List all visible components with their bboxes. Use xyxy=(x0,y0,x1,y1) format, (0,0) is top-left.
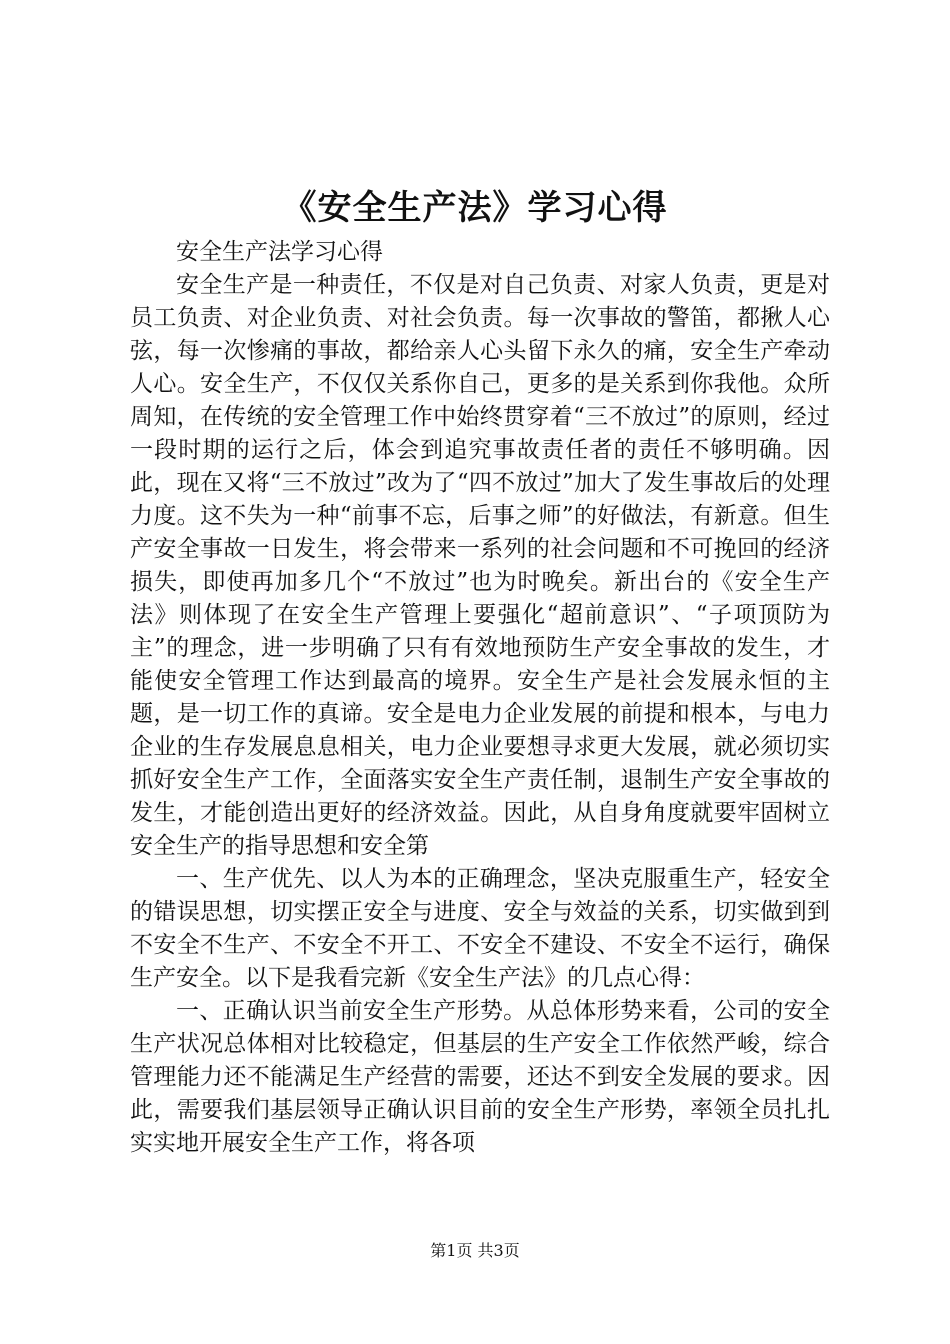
document-body xyxy=(130,236,830,1160)
body-paragraph: 安全生产法学习心得 xyxy=(176,239,383,265)
body-paragraph: 一、生产优先、以人为本的正确理念，坚决克服重生产，轻安全的错误思想，切实摆正安全与进度、安全与效益的关系，切实做到到不安全不生产、不安全不开工、不安全不建设、不安全不运行，确保生产安全。以下是我看完新《安全生产法》的几点心得： xyxy=(130,866,830,991)
body-paragraph: 一、正确认识当前安全生产形势。从总体形势来看，公司的安全生产状况总体相对比较稳定，但基层的生产安全工作依然严峻，综合管理能力还不能满足生产经营的需要，还达不到安全发展的要求。因此，需要我们基层领导正确认识目前的安全生产形势，率领全员扎扎实实地开展安全生产工作，将各项 xyxy=(130,998,830,1156)
body-paragraph: 安全生产是一种责任，不仅是对自己负责、对家人负责，更是对员工负责、对企业负责、对社会负责。每一次事故的警笛，都揪人心弦，每一次惨痛的事故，都给亲人心头留下永久的痛，安全生产牵动人心。安全生产，不仅仅关系你自己，更多的是关系到你我他。众所周知，在传统的安全管理工作中始终贯穿着“三不放过”的原则，经过一段时期的运行之后，体会到追究事故责任者的责任不够明确。因此，现在又将“三不放过”改为了“四不放过”加大了发生事故后的处理力度。这不失为一种“前事不忘，后事之师”的好做法，有新意。但生产安全事故一日发生，将会带来一系列的社会问题和不可挽回的经济损失，即使再加多几个“不放过”也为时晚矣。新出台的《安全生产法》则体现了在安全生产管理上要强化“超前意识”、“子项顶防为主”的理念，进一步明确了只有有效地预防生产安全事故的发生，才能使安全管理工作达到最高的境界。安全生产是社会发展永恒的主题，是一切工作的真谛。安全是电力企业发展的前提和根本，与电力企业的生存发展息息相关，电力企业要想寻求更大发展，就必须切实抓好安全生产工作，全面落实安全生产责任制，退制生产安全事故的发生，才能创造出更好的经济效益。因此，从自身角度就要牢固树立安全生产的指导思想和安全第 xyxy=(130,272,830,859)
document-title: 《安全生产法》学习心得 xyxy=(282,188,668,228)
page-number-footer: 第1页 共3页 xyxy=(430,1241,520,1260)
